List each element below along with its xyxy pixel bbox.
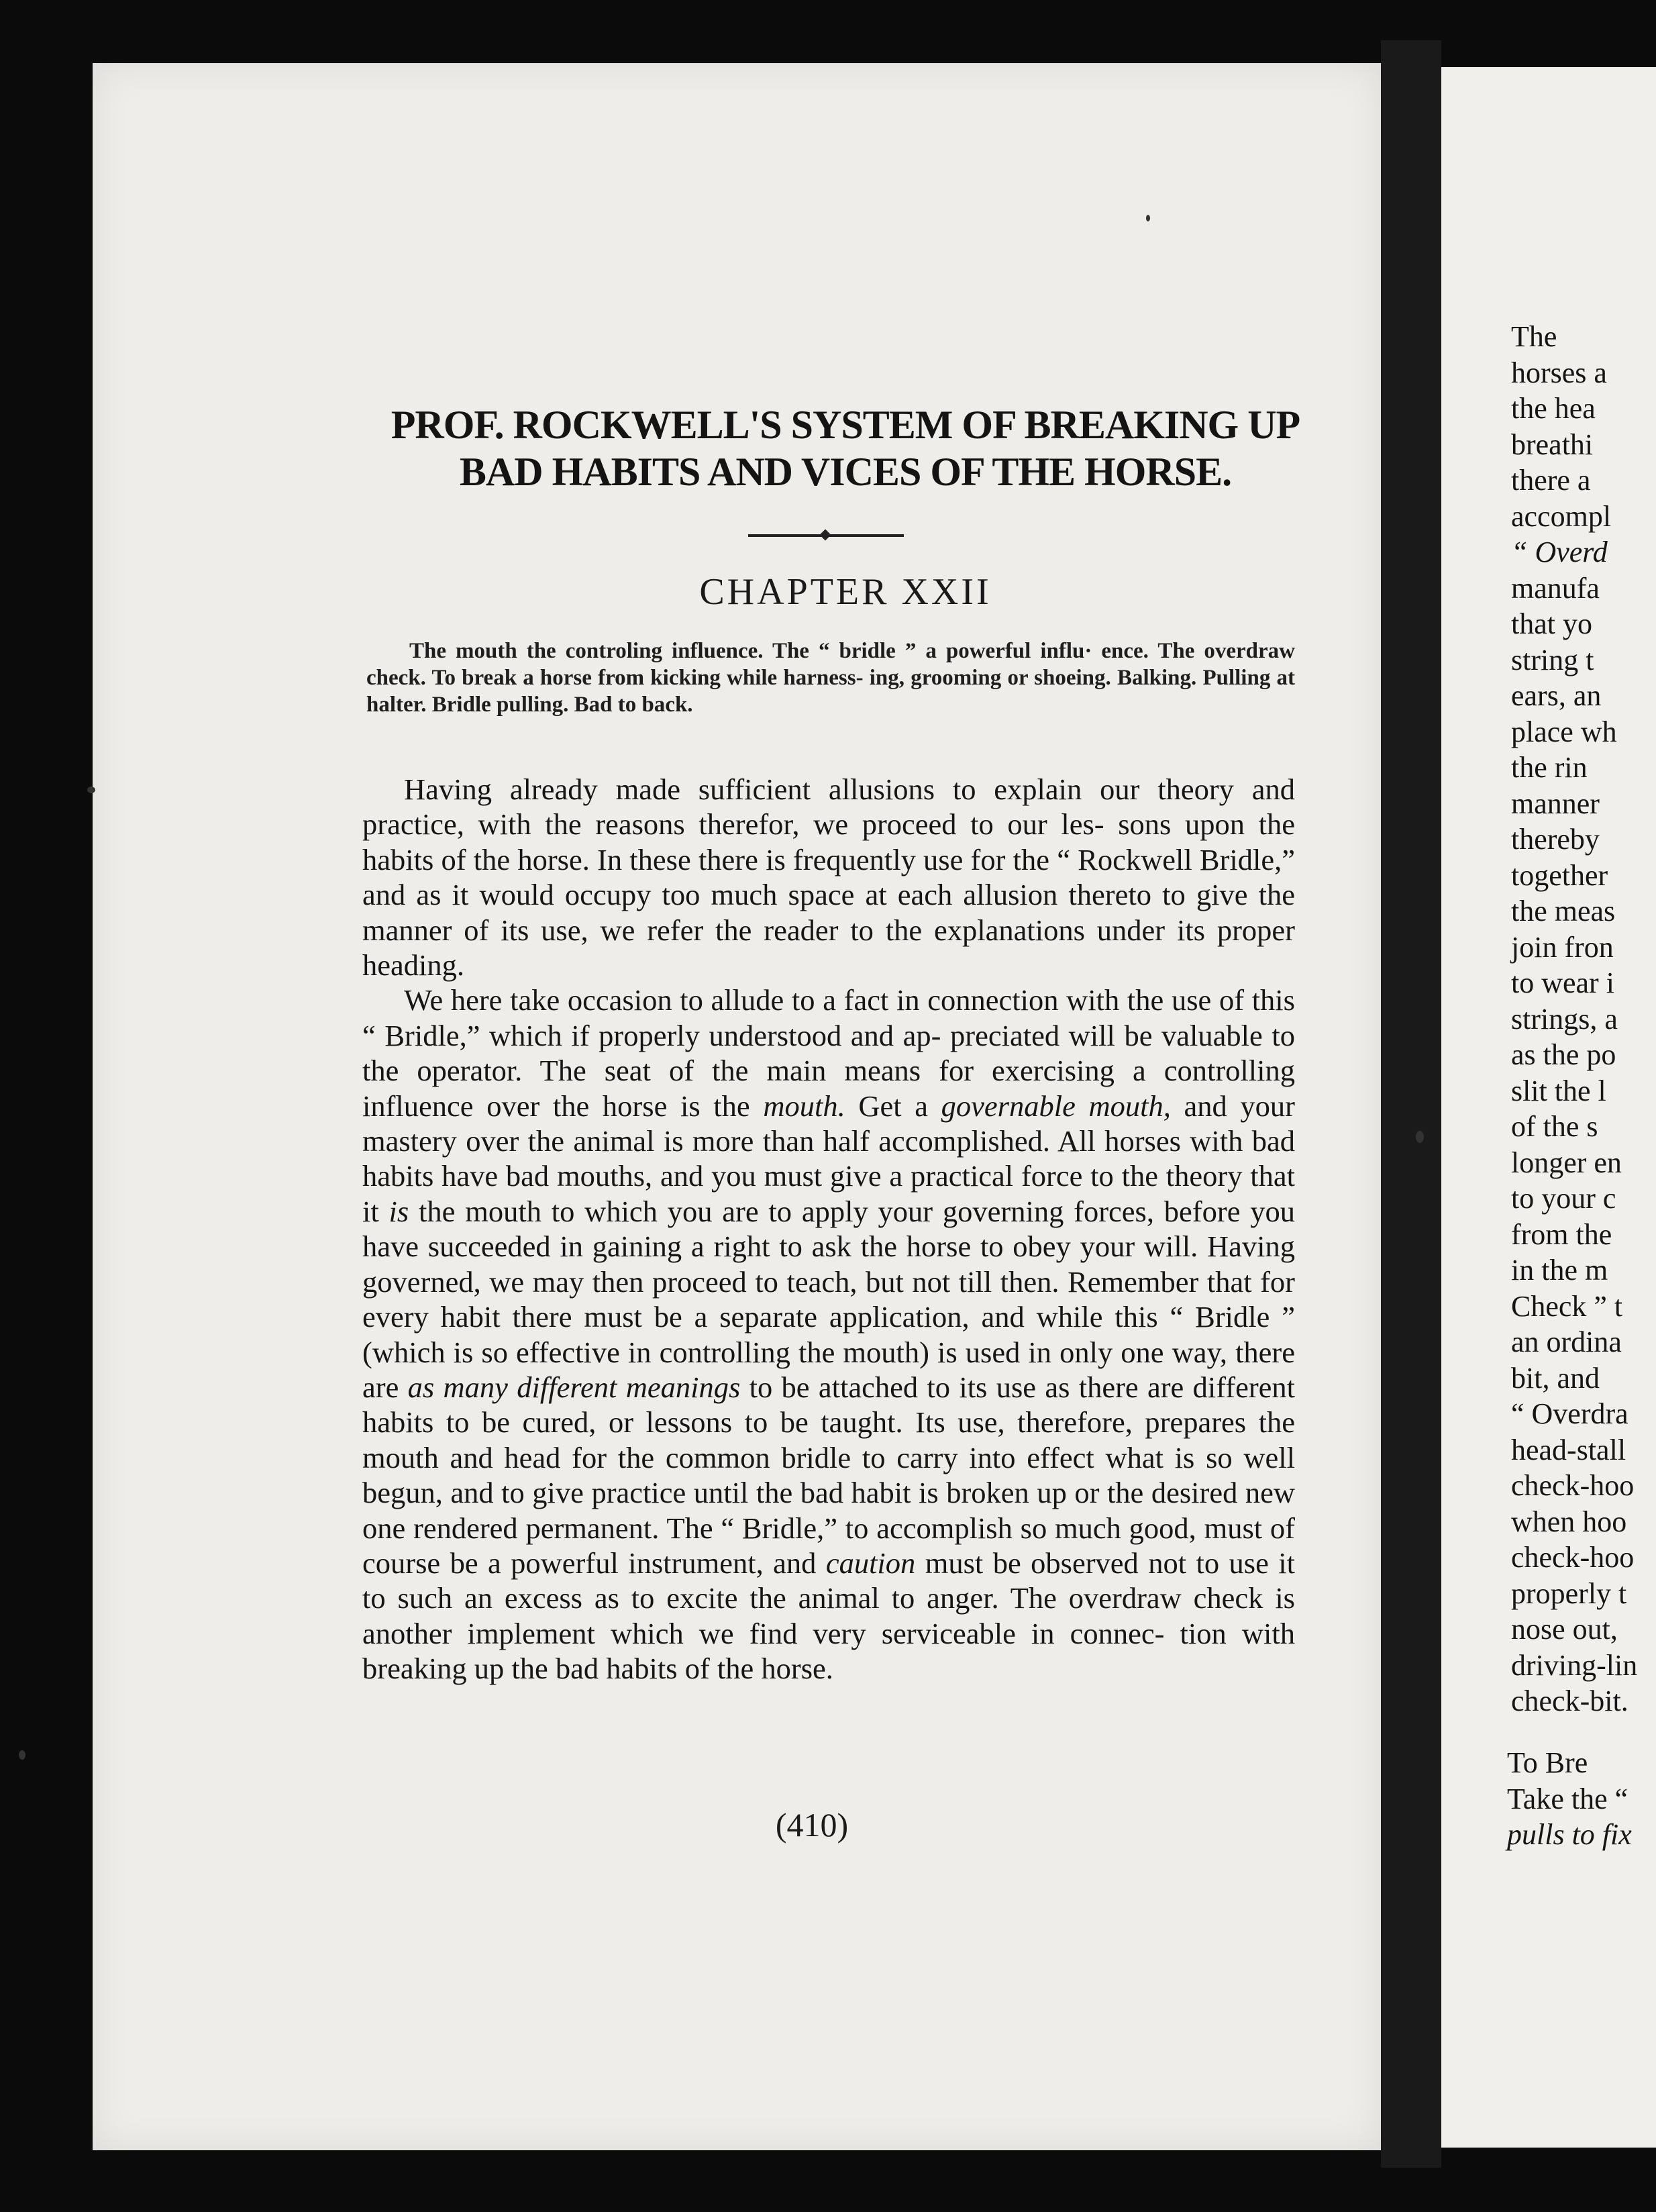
ornament-divider: [748, 533, 904, 537]
paragraph-1: Having already made sufficient allusions to explain our theory and practice, with the reasons therefor, we proceed to our les- sons upon the habits of the horse. In these there is frequently use for the “ Rockwell Bridle,” and as it would occupy too much space at each allusion thereto to give the manner of its use, we refer the reader to the explanations under its proper heading.: [362, 772, 1295, 983]
scan-speck: [1416, 1131, 1424, 1143]
scan-speck: [19, 1750, 25, 1760]
page-number: (410): [775, 1806, 849, 1844]
paragraph-2: We here take occasion to allude to a fact in connection with the use of this “ Bridle,” which if properly understood and ap- preciated will be valuable to the operator. The seat of the main means for exercising a controlling influence over the horse is the mouth. Get a governable mouth, and your mastery over the animal is more than half accomplished. All horses with bad habits have bad mouths, and you must give a practical force to the theory that it is the mouth to which you are to apply your governing forces, before you have succeeded in gaining a right to ask the horse to obey your will. Having governed, we may then proceed to teach, but not till then. Remember that for every habit there must be a separate application, and while this “ Bridle ” (which is so effective in controlling the mouth) is used in only one way, there are as many different meanings to be attached to its use as there are different habits to be cured, or lessons to be taught. Its use, therefore, prepares the mouth and head for the common bridle to carry into effect what is so well begun, and to give practice until the bad habit is broken up or the desired new one rendered permanent. The “ Bridle,” to accomplish so much good, must of course be a powerful instrument, and caution must be observed not to use it to such an excess as to excite the animal to anger. The overdraw check is another implement which we find very serviceable in connec- tion with breaking up the bad habits of the horse.: [362, 983, 1295, 1686]
chapter-number: CHAPTER XXII: [699, 571, 992, 613]
scan-speck: [1146, 215, 1150, 221]
chapter-heading: PROF. ROCKWELL'S SYSTEM OF BREAKING UP BAD HABITS AND VICES OF THE HORSE.: [391, 403, 1300, 494]
right-page-text: The horses a the hea breathi there a accompl “ Overd manufa that yo string t ears, an place wh the rin manner thereby together the meas join fron to wear i strings, a as the po slit the l of the s longer en to your c from the in the m Check ” t an ordina bit, and “ Overdra head-stall check-hoo when hoo check-hoo properly t nose out, driving-lin check-bit.: [1511, 320, 1638, 1717]
right-page-bottom-text: To Bre Take the “ pulls to fix: [1507, 1746, 1632, 1851]
chapter-summary: The mouth the controling influence. The “ bridle ” a powerful influ· ence. The overdraw check. To break a horse from kicking while harness- ing, grooming or shoeing. Balking. Pulling at halter. Bridle pulling. Bad to back.: [366, 639, 1295, 717]
book-gutter: [1381, 40, 1441, 2168]
body-text: [362, 772, 1295, 1687]
scan-speck: [87, 787, 95, 793]
